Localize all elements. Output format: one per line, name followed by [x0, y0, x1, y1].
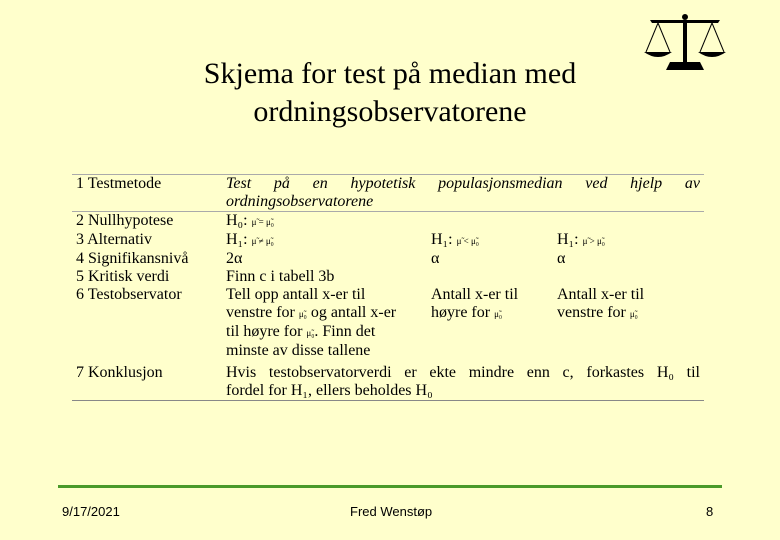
- footer-divider: [58, 485, 722, 488]
- h1-label: H₁:: [431, 231, 453, 248]
- significance-value: α: [557, 250, 566, 267]
- observator-text: og antall x-er: [310, 304, 397, 321]
- observator-text: venstre for: [226, 304, 295, 321]
- observator-text: Antall x-er til: [431, 286, 519, 303]
- observator-text: Antall x-er til: [557, 286, 645, 303]
- median-symbol: μ̃₀: [298, 309, 307, 319]
- conclusion-text: fordel for H₁, ellers beholdes H₀: [226, 382, 433, 399]
- h0-label: H₀:: [226, 212, 248, 229]
- median-symbol: μ̃₀: [629, 309, 638, 319]
- median-symbol: μ̃₀: [494, 309, 503, 319]
- table-row: [72, 231, 704, 250]
- h1-label: H₁:: [226, 231, 248, 248]
- significance-value: 2α: [226, 250, 243, 267]
- row-label: 3 Alternativ: [76, 231, 152, 248]
- observator-text: . Finn det: [314, 323, 376, 340]
- table-row: [72, 250, 704, 268]
- observator-text: høyre for: [431, 304, 491, 321]
- table-row: [72, 360, 704, 401]
- scales-of-justice-icon: [640, 10, 730, 75]
- footer-author: Fred Wenstøp: [350, 504, 433, 519]
- title-line-1: Skjema for test på median med: [203, 57, 577, 90]
- observator-text: til høyre for: [226, 323, 303, 340]
- row-label: 2 Nullhypotese: [76, 212, 174, 229]
- footer-date: 9/17/2021: [62, 504, 120, 519]
- method-text: ordningsobservatorene: [226, 193, 374, 210]
- observator-text: venstre for: [557, 304, 626, 321]
- slide-title: [130, 55, 650, 131]
- h1-label: H₁:: [557, 231, 579, 248]
- observator-text: minste av disse tallene: [226, 342, 371, 359]
- observator-text: Tell opp antall x-er til: [226, 286, 366, 303]
- row-label: 6 Testobservator: [76, 286, 182, 303]
- conclusion-text: Hvis testobservatorverdi er ekte mindre enn c, forkastes H₀ til: [226, 364, 700, 381]
- median-symbol: μ̃₀: [306, 328, 315, 338]
- title-line-2: ordningsobservatorene: [253, 95, 527, 128]
- row-label: 7 Konklusjon: [72, 360, 222, 401]
- row-label: 5 Kritisk verdi: [76, 268, 170, 285]
- table-row: [72, 286, 704, 360]
- significance-value: α: [431, 250, 440, 267]
- table-row: [72, 212, 704, 232]
- h1-expression: μ̃ < μ̃₀: [456, 236, 479, 246]
- page-number: 8: [706, 504, 714, 519]
- table-row: [72, 268, 704, 286]
- row-label: 4 Signifikansnivå: [76, 250, 189, 267]
- h1-expression: μ̃ ≠ μ̃₀: [251, 236, 274, 246]
- critical-value-text: Finn c i tabell 3b: [226, 268, 335, 285]
- test-scheme-table: [72, 174, 704, 401]
- table-row: [72, 175, 704, 212]
- method-text: Test på en hypotetisk populasjonsmedian ved hjelp av: [226, 175, 700, 192]
- h0-expression: μ̃ = μ̃₀: [251, 217, 274, 227]
- h1-expression: μ̃ > μ̃₀: [582, 236, 605, 246]
- row-label: 1 Testmetode: [72, 175, 222, 212]
